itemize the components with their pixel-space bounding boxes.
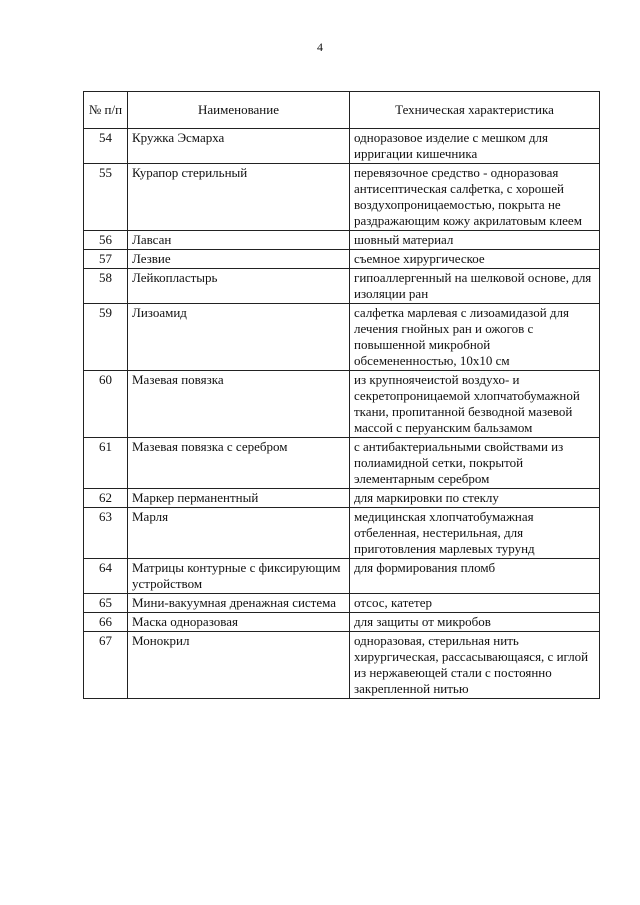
- cell-name: Мазевая повязка с серебром: [128, 438, 350, 489]
- cell-spec: перевязочное средство - одноразовая антисептическая салфетка, с хорошей воздухопроницаемостью, покрыта не раздражающим кожу акрилатовым клеем: [350, 164, 600, 231]
- cell-name: Кружка Эсмарха: [128, 129, 350, 164]
- table-header-row: [84, 92, 600, 129]
- header-num: № п/п: [84, 92, 128, 129]
- cell-num: 66: [84, 613, 128, 632]
- cell-spec: для формирования пломб: [350, 559, 600, 594]
- cell-spec: съемное хирургическое: [350, 250, 600, 269]
- table-row: [84, 559, 600, 594]
- table-row: [84, 269, 600, 304]
- cell-num: 58: [84, 269, 128, 304]
- page-number: 4: [317, 40, 323, 54]
- table-row: [84, 594, 600, 613]
- cell-num: 57: [84, 250, 128, 269]
- cell-num: 63: [84, 508, 128, 559]
- cell-spec: шовный материал: [350, 231, 600, 250]
- cell-name: Лейкопластырь: [128, 269, 350, 304]
- cell-name: Лизоамид: [128, 304, 350, 371]
- cell-num: 65: [84, 594, 128, 613]
- cell-spec: для защиты от микробов: [350, 613, 600, 632]
- cell-name: Курапор стерильный: [128, 164, 350, 231]
- cell-spec: для маркировки по стеклу: [350, 489, 600, 508]
- table-row: [84, 304, 600, 371]
- table-row: [84, 489, 600, 508]
- table-row: [84, 632, 600, 699]
- items-table: [83, 91, 600, 699]
- cell-num: 67: [84, 632, 128, 699]
- cell-spec: из крупноячеистой воздухо- и секретопроницаемой хлопчатобумажной ткани, пропитанной безводной мазевой массой с перуанским бальзамом: [350, 371, 600, 438]
- cell-name: Маркер перманентный: [128, 489, 350, 508]
- table-row: [84, 250, 600, 269]
- cell-name: Лезвие: [128, 250, 350, 269]
- table-row: [84, 438, 600, 489]
- cell-name: Маска одноразовая: [128, 613, 350, 632]
- cell-num: 62: [84, 489, 128, 508]
- cell-spec: одноразовая, стерильная нить хирургическая, рассасывающаяся, с иглой из нержавеющей стали с постоянно закрепленной нитью: [350, 632, 600, 699]
- cell-spec: одноразовое изделие с мешком для ирригации кишечника: [350, 129, 600, 164]
- cell-num: 59: [84, 304, 128, 371]
- cell-name: Мини-вакуумная дренажная система: [128, 594, 350, 613]
- table-row: [84, 613, 600, 632]
- cell-name: Мазевая повязка: [128, 371, 350, 438]
- cell-name: Монокрил: [128, 632, 350, 699]
- cell-num: 64: [84, 559, 128, 594]
- cell-name: Лавсан: [128, 231, 350, 250]
- cell-num: 61: [84, 438, 128, 489]
- cell-spec: гипоаллергенный на шелковой основе, для изоляции ран: [350, 269, 600, 304]
- table-row: [84, 371, 600, 438]
- cell-spec: с антибактериальными свойствами из полиамидной сетки, покрытой элементарным серебром: [350, 438, 600, 489]
- table-row: [84, 164, 600, 231]
- cell-spec: салфетка марлевая с лизоамидазой для лечения гнойных ран и ожогов с повышенной микробной обсемененностью, 10x10 см: [350, 304, 600, 371]
- cell-num: 54: [84, 129, 128, 164]
- cell-name: Марля: [128, 508, 350, 559]
- cell-num: 60: [84, 371, 128, 438]
- cell-name: Матрицы контурные с фиксирующим устройством: [128, 559, 350, 594]
- header-name: Наименование: [128, 92, 350, 129]
- header-spec: Техническая характеристика: [350, 92, 600, 129]
- cell-spec: медицинская хлопчатобумажная отбеленная, нестерильная, для приготовления марлевых турунд: [350, 508, 600, 559]
- cell-num: 56: [84, 231, 128, 250]
- table-body: [84, 129, 600, 699]
- cell-num: 55: [84, 164, 128, 231]
- cell-spec: отсос, катетер: [350, 594, 600, 613]
- table-row: [84, 508, 600, 559]
- table-row: [84, 129, 600, 164]
- table-row: [84, 231, 600, 250]
